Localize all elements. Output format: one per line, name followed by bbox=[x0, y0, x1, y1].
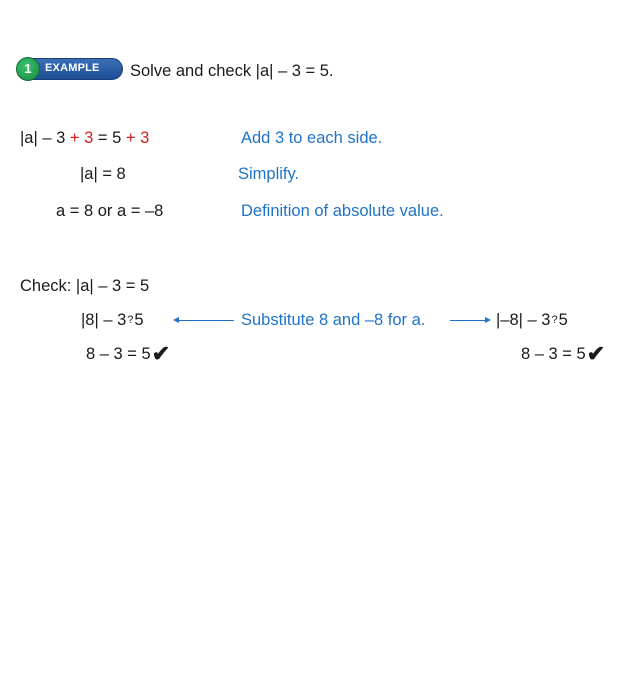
check-right-result-text: 8 – 3 = 5 bbox=[521, 345, 586, 363]
step1-added-right: + 3 bbox=[125, 129, 150, 147]
check-left-substitution bbox=[81, 310, 144, 330]
check-left-question-mark: ? bbox=[127, 314, 134, 326]
check-left-lhs: |8| – 3 bbox=[81, 311, 127, 329]
check-right-question-mark: ? bbox=[551, 314, 558, 326]
checkmark-icon: ✔ bbox=[151, 341, 171, 366]
right-arrow-icon bbox=[450, 320, 486, 321]
check-left-rhs: 5 bbox=[134, 311, 144, 329]
check-left-result-text: 8 – 3 = 5 bbox=[86, 345, 151, 363]
check-note: Substitute 8 and –8 for a. bbox=[241, 311, 426, 329]
checkmark-icon: ✔ bbox=[586, 341, 606, 366]
check-right-result bbox=[521, 341, 606, 366]
example-label: EXAMPLE bbox=[45, 62, 100, 74]
example-badge bbox=[16, 58, 122, 80]
step1-added-left: + 3 bbox=[69, 129, 94, 147]
left-arrow-icon bbox=[178, 320, 234, 321]
check-right-rhs: 5 bbox=[558, 311, 568, 329]
step2-equation: |a| = 8 bbox=[80, 165, 126, 183]
step1-lhs: |a| – 3 bbox=[20, 129, 66, 147]
check-right-lhs: |–8| – 3 bbox=[496, 311, 551, 329]
example-number: 1 bbox=[16, 57, 40, 81]
check-right-substitution bbox=[496, 310, 568, 330]
step3-equation: a = 8 or a = –8 bbox=[56, 202, 164, 220]
step2-note: Simplify. bbox=[238, 165, 300, 183]
step1-rhs: = 5 bbox=[97, 129, 122, 147]
example-prompt: Solve and check |a| – 3 = 5. bbox=[130, 62, 334, 80]
check-left-result bbox=[86, 341, 171, 366]
step1-equation bbox=[20, 128, 149, 148]
step1-note: Add 3 to each side. bbox=[241, 129, 383, 147]
step3-note: Definition of absolute value. bbox=[241, 202, 444, 220]
check-heading: Check: |a| – 3 = 5 bbox=[20, 277, 150, 295]
